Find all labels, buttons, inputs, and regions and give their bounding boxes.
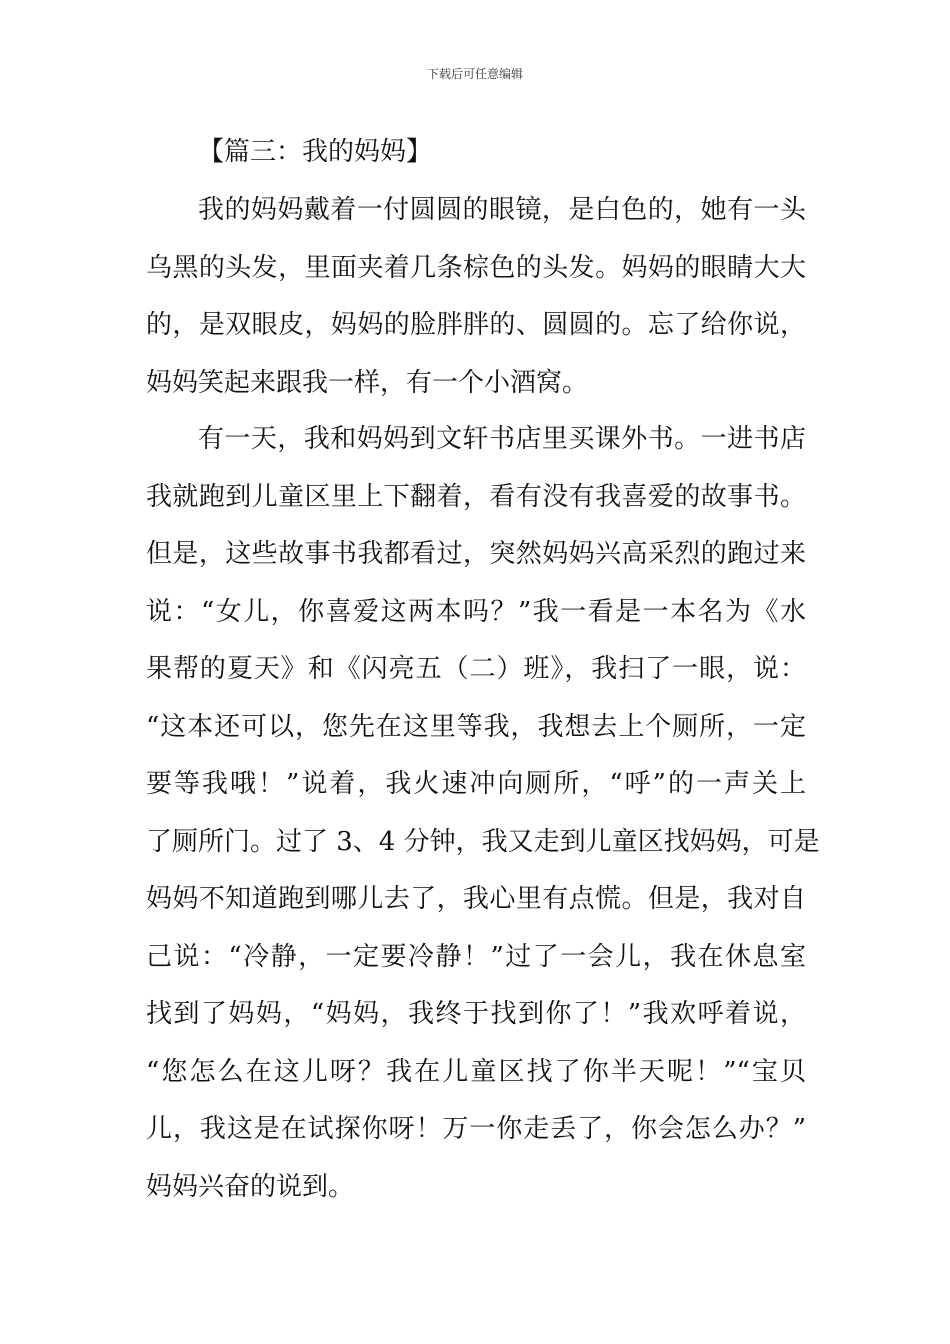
- paragraph-line: 有一天，我和妈妈到文轩书店里买课外书。一进书店: [198, 424, 806, 454]
- paragraph-line: 妈妈笑起来跟我一样，有一个小酒窝。: [146, 367, 589, 398]
- paragraph-line: 说：“女儿，你喜爱这两本吗？”我一看是一本名为《水: [146, 596, 806, 627]
- paragraph-2: [146, 411, 820, 1216]
- paragraph-line: 己说：“冷静，一定要冷静！”过了一会儿，我在休息室: [146, 941, 806, 972]
- paragraph-line: 我的妈妈戴着一付圆圆的眼镜，是白色的，她有一头: [198, 195, 806, 225]
- paragraph-line: 儿，我这是在试探你呀！万一你走丢了，你会怎么办？”: [146, 1114, 806, 1144]
- paragraph-line: 但是，这些故事书我都看过，突然妈妈兴高采烈的跑过来: [146, 539, 806, 569]
- paragraph-line: 妈妈不知道跑到哪儿去了，我心里有点慌。但是，我对自: [146, 884, 806, 914]
- paragraph-line: 我就跑到儿童区里上下翻着，看有没有我喜爱的故事书。: [146, 481, 806, 512]
- paragraph-line: “您怎么在这儿呀？我在儿童区找了你半天呢！”“宝贝: [146, 1056, 806, 1087]
- paragraph-line: 了厕所门。过了 3、4 分钟，我又走到儿童区找妈妈，可是: [146, 826, 820, 857]
- page-header-note: 下载后可任意编辑: [426, 67, 523, 81]
- paragraph-line: 的，是双眼皮，妈妈的脸胖胖的、圆圆的。忘了给你说，: [146, 310, 806, 340]
- paragraph-line: “这本还可以，您先在这里等我，我想去上个厕所，一定: [146, 711, 806, 742]
- article-title: 【篇三：我的妈妈】: [198, 137, 433, 167]
- paragraph-line: 果帮的夏天》和《闪亮五（二）班》，我扫了一眼，说：: [146, 654, 806, 684]
- paragraph-1: [146, 182, 806, 412]
- paragraph-line: 妈妈兴奋的说到。: [146, 1171, 355, 1202]
- paragraph-line: 乌黑的头发，里面夹着几条棕色的头发。妈妈的眼睛大大: [146, 252, 806, 283]
- paragraph-line: 找到了妈妈，“妈妈，我终于找到你了！”我欢呼着说，: [146, 999, 806, 1029]
- paragraph-line: 要等我哦！”说着，我火速冲向厕所，“呼”的一声关上: [146, 769, 806, 799]
